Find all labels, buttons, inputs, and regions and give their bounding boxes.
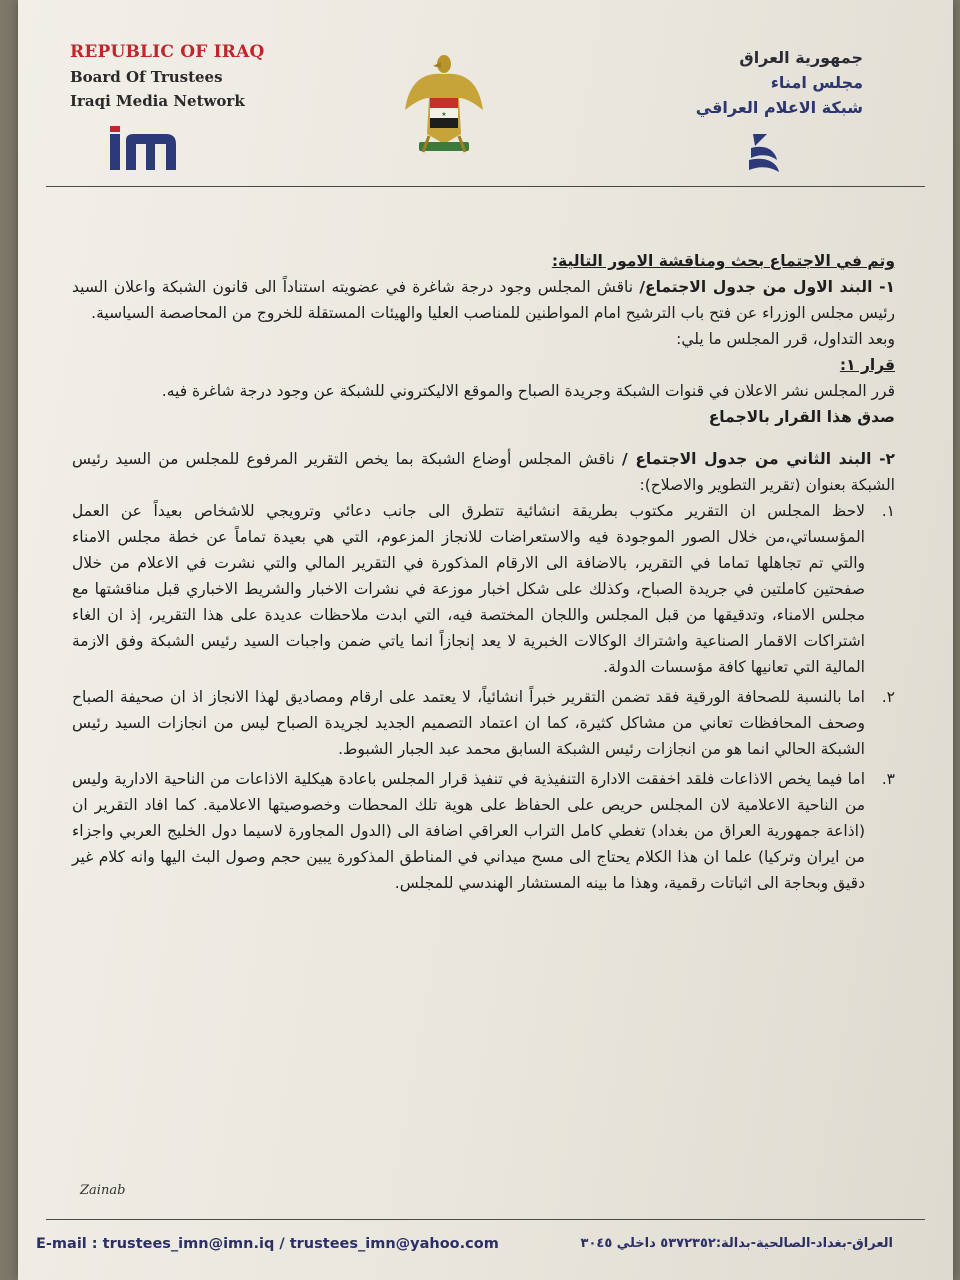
item1-text: ناقش المجلس وجود درجة شاغرة في عضويته استناداً الى قانون الشبكة واعلان السيد رئيس مجلس الوزراء عن فتح باب الترشيح امام المواطنين للمناصب العليا والهيئات المستقلة للخروج من المحاصصة السياسية. [72,278,895,322]
republic-title-ar: جمهورية العراق [739,48,863,67]
board-title: Board Of Trustees [70,68,223,86]
decision-text: قرر المجلس نشر الاعلان في قنوات الشبكة وجريدة الصباح والموقع الاليكتروني للشبكة عن وجود درجة شاغرة فيه. [161,382,895,400]
decision-label: قرار ١: [839,356,895,374]
item2-points-list [72,498,895,896]
iraqia-logo-icon [745,130,783,176]
item1-heading: ١- البند الاول من جدول الاجتماع/ [639,278,895,296]
point-text: اما فيما يخص الاذاعات فلقد اخفقت الادارة التنفيذية في تنفيذ قرار المجلس باعادة هيكلية الاذاعات من الناحية الادارية وليس من الناحية الاعلامية لان المجلس حريص على الحفاظ على هوية تلك المحطات وخصوصيتها الاعلامية. كما افاد التقرير ان (اذاعة جمهورية العراق من بغداد) تغطي كامل التراب العراقي اضافة الى (الدول المجاورة لاسيما دول الخليج العربي واجزاء من ايران وتركيا) علما ان هذا الكلام يحتاج الى مسح ميداني في المناطق المذكورة يبين حجم وصول البث اليها وانه كلام غير دقيق وبحاجة الى اثباتات رقمية، وهذا ما بينه المستشار الهندسي للمجلس. [72,770,865,892]
point-number: ١. [881,502,895,520]
intro-heading: وتم في الاجتماع بحث ومناقشة الامور التالية: [551,252,895,270]
svg-text:★: ★ [441,111,447,118]
approval-line [72,404,895,430]
document-body [72,248,895,900]
point-text: اما بالنسبة للصحافة الورقية فقد تضمن التقرير خبراً انشائياً، لا يعتمد على ارقام ومصاديق لهذا الانجاز اذ ان صحيفة الصباح وصحف المحافظات تعاني من مشاكل كثيرة، كما ان اعتماد التصميم الجديد لجريدة الصباح ليس من انجازات السيد رئيس الشبكة الحالي انما هو من انجازات رئيس الشبكة السابق محمد عبد الجبار الشبوط. [72,688,865,758]
item1-paragraph [72,274,895,326]
deliberation-line: وبعد التداول، قرر المجلس ما يلي: [676,330,895,348]
network-title-ar: شبكة الاعلام العراقي [695,98,863,117]
letterhead-arabic [696,48,863,123]
item2-text: ناقش المجلس أوضاع الشبكة بما يخص التقرير المرفوع للمجلس من السيد رئيس الشبكة بعنوان (تقرير التطوير والاصلاح): [72,450,895,494]
iraq-eagle-emblem-icon [403,52,485,157]
header-divider [46,186,925,187]
footer-email: E-mail : trustees_imn@imn.iq / trustees_imn@yahoo.com [36,1236,499,1252]
footer-address: العراق-بغداد-الصالحية-بدالة:٥٣٧٢٣٥٢ داخلي ٣٠٤٥ [580,1236,893,1251]
imn-logo-icon [110,126,182,172]
point-text: لاحظ المجلس ان التقرير مكتوب بطريقة انشائية تتطرق الى جانب دعائي وترويجي للاشخاص بعيداً عن العمل المؤسساتي،من خلال الصور الموجودة فيه والاستعراضات للانجاز المزعوم، التي هي بعيدة تماماً عن خطة مجلس الامناء والتي تم تجاهلها تماما في التقرير، بالاضافة الى الارقام المذكورة في التقرير المالي والتي نشرت في الاعلام من خلال صفحتين كاملتين في جريدة الصباح، وكذلك على شكل اخبار موزعة في نشرات الاخبار والشريط الاخباري قبل مناقشتها مع مجلس الامناء، وتدقيقها من قبل المجلس واللجان المختصة فيه، التي ابدت ملاحظات عديدة على هذا التقرير، إذ ان الغاء اشتراكات الاقمار الصناعية واشتراك الوكالات الخبرية لا يعد إنجازاً انما ياتي ضمن واجبات السيد رئيس الشبكة وفق الازمة المالية التي تعانيها كافة مؤسسات الدولة. [72,502,865,676]
approval-text: صدق هذا القرار بالاجماع [708,408,895,426]
list-item [72,684,895,762]
board-title-ar: مجلس امناء [770,73,863,92]
item2-paragraph [72,446,895,498]
point-number: ٣. [881,770,895,788]
item2-heading: ٢- البند الثاني من جدول الاجتماع / [622,450,895,468]
point-number: ٢. [881,688,895,706]
footer-divider [46,1219,925,1220]
document-page [18,0,953,1280]
signature: Zainab [80,1183,126,1198]
letterhead-english [70,42,265,110]
network-title: Iraqi Media Network [70,92,245,110]
list-item [72,498,895,680]
list-item [72,766,895,896]
section-gap [72,430,895,446]
republic-title: REPUBLIC OF IRAQ [70,42,265,62]
